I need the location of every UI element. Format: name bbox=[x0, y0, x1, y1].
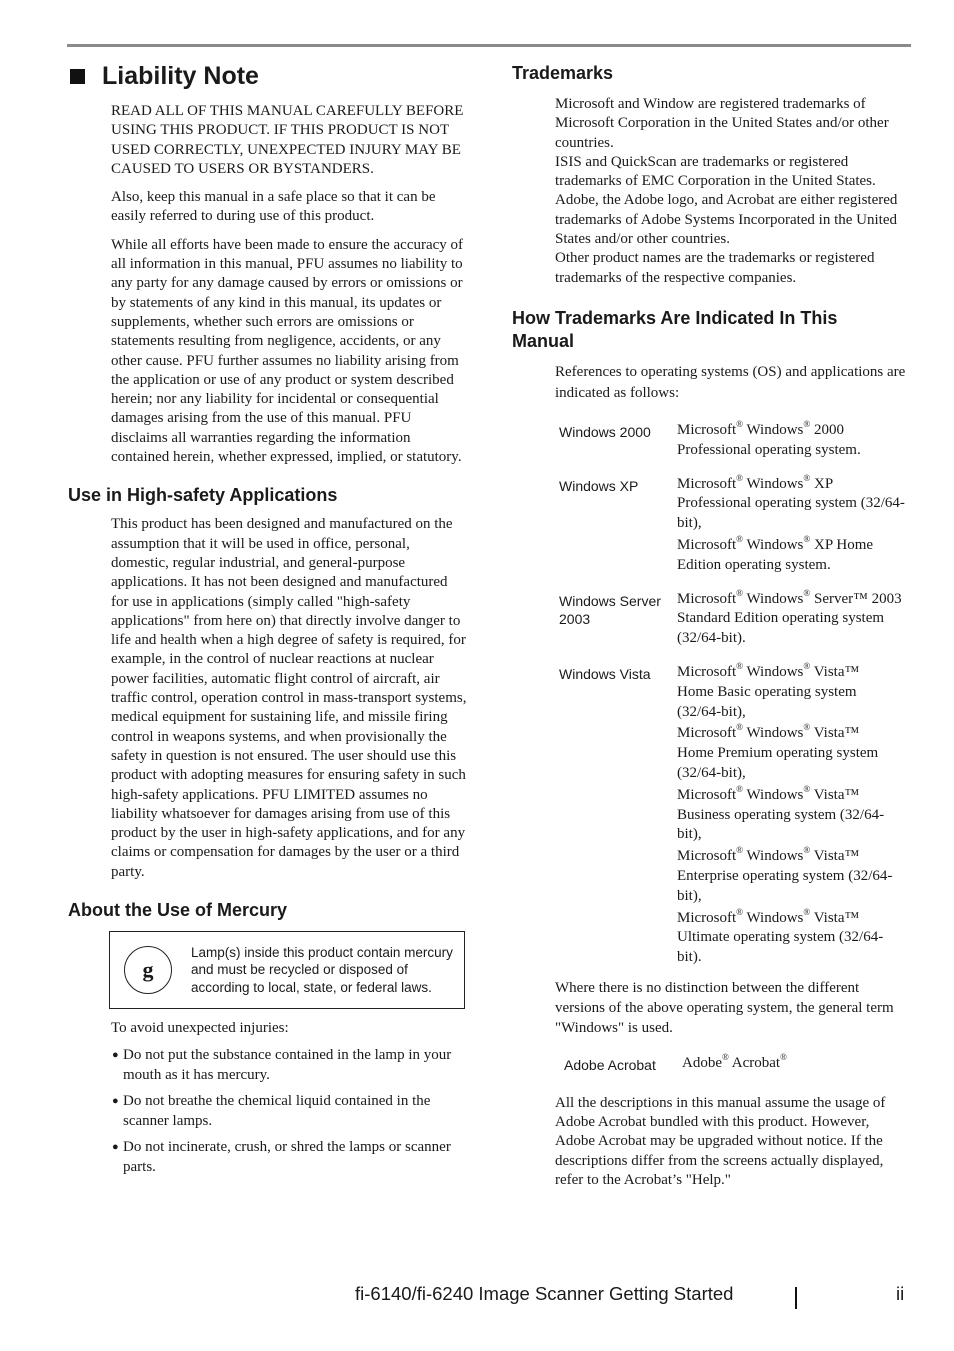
trademarks-text bbox=[555, 95, 912, 288]
liability-efforts-paragraph: While all efforts have been made to ensure the accuracy of all information in this manual, PFU assumes no liability to any party for any damage caused by errors or omissions or by statements of any kind in this manual, its updates or supplements, whether such errors are omissions or statements resulting from negligence, accidents, or any other cause. PFU further assumes no liability arising from the application or use of any product or system described herein; nor any liability for incidental or consequential damages arising from the use of this manual. PFU disclaims all warranties regarding the information contained herein, whether expressed, implied, or statutory. bbox=[111, 236, 464, 466]
os-name: Windows Vista bbox=[559, 665, 651, 682]
top-rule bbox=[67, 44, 911, 47]
trademark-line: Other product names are the trademarks or registered trademarks of the respective companies. bbox=[555, 250, 875, 286]
how-indicated-intro: References to operating systems (OS) and applications are indicated as follows: bbox=[555, 363, 906, 401]
mercury-bullet-list bbox=[112, 1046, 468, 1177]
os-name: Adobe Acrobat bbox=[564, 1056, 656, 1073]
os-row-windows-server-2003 bbox=[559, 587, 912, 651]
os-row-windows-vista bbox=[559, 660, 912, 970]
os-description: Adobe® Acrobat® bbox=[682, 1051, 787, 1071]
high-safety-paragraph: This product has been designed and manufactured on the assumption that it will be used in office, personal, domestic, regular industrial, and general-purpose applications. It has not been designed and manufactured for use in applications (simply called "high-safety applications" from here on) that directly involve danger to life and health when a high degree of safety is required, for example, in the control of nuclear reactions at nuclear power facilities, automatic flight control of aircraft, air traffic control, operation control in mass-transport systems, medical equipment for sustaining life, and missile firing control in weapons systems, and when provisionally the safety in question is not ensured. The user should use this product with adopting measures for ensuring safety in such high-safety applications. PFU LIMITED assumes no liability whatsoever for damages arising from use of this product by the user in high-safety applications, and for any claims or compensation for damages by the user or a third party. bbox=[111, 516, 467, 880]
bullet-dot-icon: ● bbox=[112, 1049, 119, 1062]
list-item: ● Do not incinerate, crush, or shred the lamps or scanner parts. bbox=[112, 1139, 451, 1175]
footer-divider bbox=[795, 1287, 797, 1309]
page-number: ii bbox=[896, 1283, 905, 1304]
liability-heading bbox=[68, 58, 468, 94]
os-row-windows-2000 bbox=[559, 418, 912, 463]
windows-general-note: Where there is no distinction between the different versions of the above operating system, the general term "Windows" is used. bbox=[555, 979, 894, 1036]
os-description: Microsoft® Windows® Server™ 2003 Standard Edition operating system (32/64-bit). bbox=[677, 587, 902, 647]
mercury-intro: To avoid unexpected injuries: bbox=[111, 1019, 289, 1036]
bullet-dot-icon: ● bbox=[112, 1141, 119, 1154]
right-column bbox=[512, 62, 912, 1190]
os-name: Windows 2000 bbox=[559, 423, 651, 440]
liability-warning: READ ALL OF THIS MANUAL CAREFULLY BEFORE USING THIS PRODUCT. IF THIS PRODUCT IS NOT USED CORRECTLY, UNEXPECTED INJURY MAY BE CAUSED TO USERS OR BYSTANDERS. bbox=[111, 103, 464, 177]
os-name: Windows XP bbox=[559, 477, 639, 494]
os-name: Windows Server 2003 bbox=[559, 592, 661, 627]
liability-title: Liability Note bbox=[102, 61, 259, 90]
mercury-notice-text: Lamp(s) inside this product contain mercury and must be recycled or disposed of according to local, state, or federal laws. bbox=[191, 944, 453, 995]
trademark-line: ISIS and QuickScan are trademarks or registered trademarks of EMC Corporation in the United States. bbox=[555, 153, 876, 190]
footer-title: fi-6140/fi-6240 Image Scanner Getting Started bbox=[355, 1283, 734, 1304]
os-row-adobe-acrobat bbox=[564, 1051, 912, 1076]
acrobat-note: All the descriptions in this manual assume the usage of Adobe Acrobat bundled with this product. However, Adobe Acrobat may be upgraded without notice. If the descriptions differ from the screens actually displayed, refer to the Acrobat’s "Help." bbox=[555, 1094, 886, 1188]
list-item: ● Do not breathe the chemical liquid contained in the scanner lamps. bbox=[112, 1093, 431, 1129]
high-safety-heading: Use in High-safety Applications bbox=[68, 485, 338, 506]
trademark-line: Adobe, the Adobe logo, and Acrobat are either registered trademarks of Adobe Systems Incorporated in the United States and/or other countries. bbox=[555, 192, 898, 248]
trademarks-heading: Trademarks bbox=[512, 63, 614, 83]
os-description: Microsoft® Windows® Vista™ Home Basic operating system (32/64-bit), Microsoft® Windows® Vista™ Home Premium operating system (32/64-bit), Microsoft® Windows® Vista™ Business operating system (32/64-bit), Microsoft® Windows® Vista™ Enterprise operating system (32/64-bit), Microsoft® Windows® Vista™ Ultimate operating system (32/64-bit). bbox=[677, 660, 893, 966]
os-description: Microsoft® Windows® XP Professional operating system (32/64-bit), Microsoft® Windows® XP Home Edition operating system. bbox=[677, 472, 905, 573]
os-row-windows-xp bbox=[559, 472, 912, 578]
bullet-dot-icon: ● bbox=[112, 1095, 119, 1108]
os-description: Microsoft® Windows® 2000 Professional operating system. bbox=[677, 418, 861, 458]
mercury-hg-icon: g bbox=[124, 946, 172, 994]
mercury-heading: About the Use of Mercury bbox=[68, 899, 288, 920]
list-item: ● Do not put the substance contained in the lamp in your mouth as it has mercury. bbox=[112, 1047, 452, 1083]
how-indicated-heading: How Trademarks Are Indicated In This Manual bbox=[512, 307, 838, 351]
square-bullet-icon bbox=[70, 69, 85, 84]
left-column bbox=[68, 58, 468, 1184]
mercury-notice-box bbox=[109, 931, 465, 1009]
liability-keep-paragraph: Also, keep this manual in a safe place so that it can be easily referred to during use of this product. bbox=[111, 189, 436, 225]
trademark-line: Microsoft and Window are registered trademarks of Microsoft Corporation in the United States and/or other countries. bbox=[555, 96, 889, 151]
